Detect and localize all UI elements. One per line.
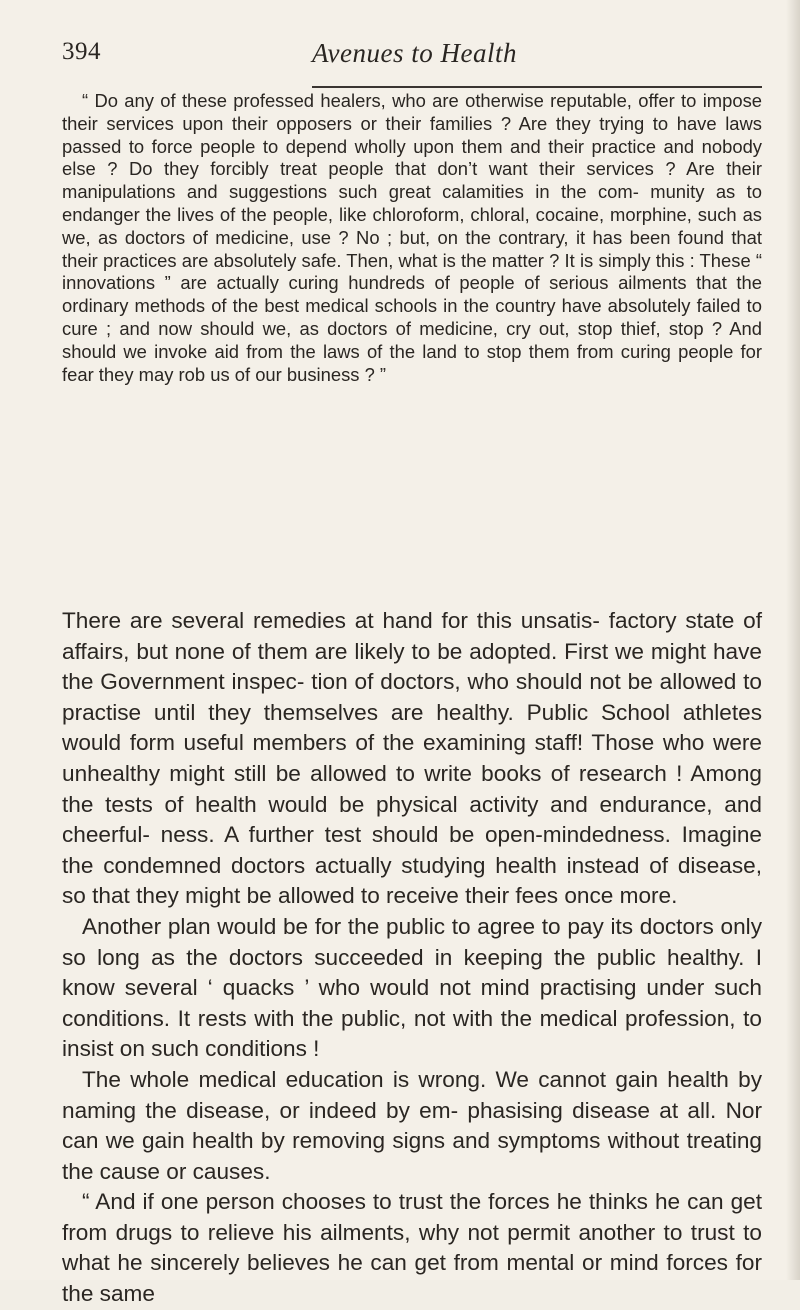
paragraph-another-plan: Another plan would be for the public to agree to pay its doctors only so long as the doctors succeeded in keeping the public healthy. I know several ‘ quacks ’ who would not mind practising under such conditions. It rests with the public, not with the medical profession, to insist on such conditions ! bbox=[62, 913, 762, 1062]
paragraph-remedies: There are several remedies at hand for this unsatis- factory state of affairs, but none of them are likely to be adopted. First we might have the Government inspec- tion of doctors, who should not be allowed to practise until they themselves are healthy. Public School athletes would form useful members of the examining staff! Those who were unhealthy might still be allowed to write books of research ! Among the tests of health would be physical activity and endurance, and cheerful- ness. A further test should be open-mindedness. Imagine the condemned doctors actually studying health instead of disease, so that they might be allowed to receive their fees once more. bbox=[62, 608, 762, 909]
body-text bbox=[62, 606, 762, 1310]
paragraph-quote-continuation: “ And if one person chooses to trust the forces he thinks he can get from drugs to relieve his ailments, why not permit another to trust to what he sincerely believes he can get from mental or mind forces for the same bbox=[62, 1189, 762, 1307]
running-title: Avenues to Health bbox=[312, 38, 517, 68]
header-rule bbox=[312, 86, 762, 88]
quoted-passage: “ Do any of these professed healers, who are otherwise reputable, offer to impose their services upon their opposers or their families ? Are they trying to have laws passed to force people to depend wholly upon them and their practice and nobody else ? Do they forcibly treat people that don’t want their services ? Are their manipulations and suggestions such great calamities in the com- munity as to endanger the lives of the people, like chloroform, chloral, cocaine, morphine, such as we, as doctors of medicine, use ? No ; but, on the contrary, it has been found that their practices are absolutely safe. Then, what is the matter ? It is simply this : These “ innovations ” are actually curing hundreds of people of serious ailments that the ordinary methods of the best medical schools in the country have absolutely failed to cure ; and now should we, as doctors of medicine, cry out, stop thief, stop ? And should we invoke aid from the laws of the land to stop them from curing people for fear they may rob us of our business ? ” bbox=[62, 90, 762, 385]
paragraph-medical-education: The whole medical education is wrong. We cannot gain health by naming the disease, or indeed by em- phasising disease at all. Nor can we gain health by removing signs and symptoms without treating the cause or causes. bbox=[62, 1066, 762, 1184]
page-number: 394 bbox=[62, 38, 101, 65]
running-head bbox=[62, 38, 762, 78]
